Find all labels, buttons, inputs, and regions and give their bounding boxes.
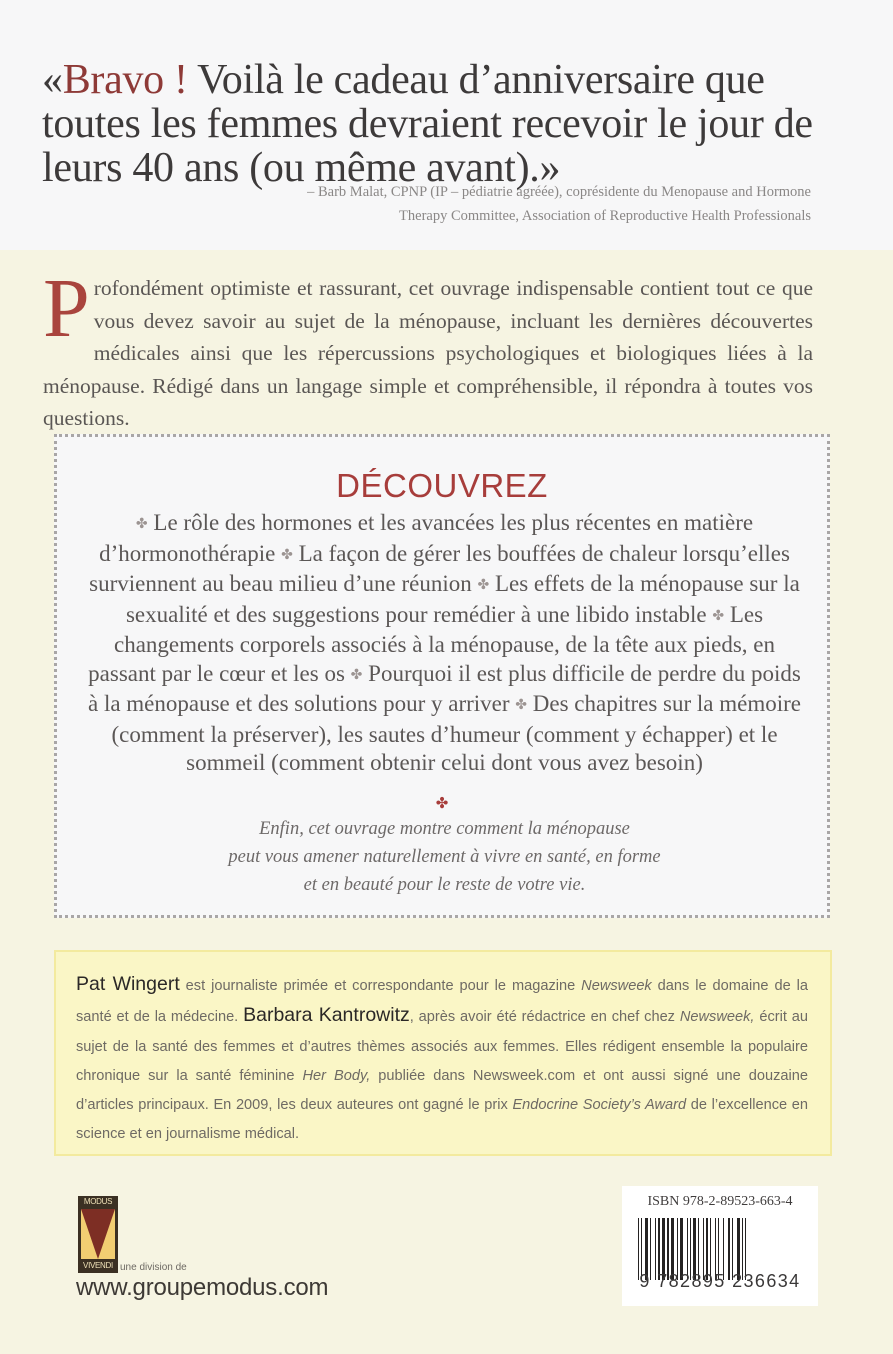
publication-name: Newsweek bbox=[581, 978, 652, 994]
attribution-line: Therapy Committee, Association of Reproductive Health Professionals bbox=[399, 208, 811, 224]
intro-paragraph bbox=[43, 262, 813, 435]
logo-v-mark bbox=[81, 1209, 115, 1259]
author-name: Barbara Kantrowitz bbox=[243, 1004, 410, 1027]
isbn-label: ISBN 978-2-89523-663-4 bbox=[647, 1194, 793, 1209]
closing-line: et en beauté pour le reste de votre vie. bbox=[303, 875, 586, 895]
quote-section bbox=[0, 0, 893, 250]
list-item: Les changements corporels associés à la ménopause, de la tête aux pieds, en passant par le cœur et les os bbox=[88, 601, 775, 686]
list-item: Pourquoi il est plus difficile de perdre du poids à la ménopause et des solutions pour y arriver bbox=[87, 660, 801, 716]
quote-attribution bbox=[51, 180, 811, 228]
attribution-line: – Barb Malat, CPNP (IP – pédiatrie agréée), coprésidente du Menopause and Hormone bbox=[307, 184, 811, 200]
decouvrez-box bbox=[54, 434, 830, 918]
ornament-icon: ✤ bbox=[350, 667, 363, 683]
quote-emphasis: Bravo ! bbox=[62, 57, 188, 103]
division-label: une division de bbox=[120, 1262, 187, 1273]
closing-statement bbox=[97, 815, 792, 899]
bio-text: est journaliste primée et correspondante pour le magazine bbox=[179, 978, 582, 994]
list-item: Les effets de la ménopause sur la sexualité et des suggestions pour remédier à une libido instable bbox=[125, 571, 800, 627]
quote-text: Voilà le cadeau d’anniversaire que toutes les femmes devraient recevoir le jour de leurs 40 ans (ou même avant).» bbox=[42, 57, 813, 191]
logo-top-text: MODUS bbox=[83, 1197, 113, 1206]
intro-text: rofondément optimiste et rassurant, cet ouvrage indispensable contient tout ce que vous devez savoir au sujet de la ménopause, incluant les dernières découvertes médicales ainsi que les répercussions psychologiques et biologiques liées à la ménopause. Rédigé dans un langage simple et compréhensible, il répondra à toutes vos questions. bbox=[43, 276, 813, 430]
author-name: Pat Wingert bbox=[76, 973, 180, 995]
ornament-icon: ✤ bbox=[135, 517, 148, 532]
pull-quote bbox=[42, 58, 842, 190]
bio-text: écrit au sujet de la santé des femmes et d’autres thèmes associés aux femmes. Elles rédigent ensemble la populaire chronique sur la santé féminine bbox=[76, 1009, 808, 1084]
barcode-number: 9 782895 236634 bbox=[639, 1271, 801, 1291]
list-item: La façon de gérer les bouffées de chaleur lorsqu’elles surviennent au beau milieu d’une réunion bbox=[89, 540, 790, 596]
logo-bottom-text: VIVENDI bbox=[83, 1261, 113, 1270]
ornament-icon: ✤ bbox=[515, 698, 528, 713]
bio-text: de l’excellence en science et en journalisme médical. bbox=[76, 1097, 808, 1143]
bio-text: dans le domaine de la santé et de la médecine. bbox=[76, 978, 808, 1026]
ornament-icon: ✤ bbox=[712, 608, 725, 624]
quote-open-mark: « bbox=[42, 57, 63, 103]
drop-cap: P bbox=[43, 262, 90, 355]
list-item: Des chapitres sur la mémoire (comment la préserver), les sautes d’humeur (comment y échapper) et le sommeil (comment obtenir celui dont vous avez besoin) bbox=[111, 691, 802, 775]
author-bio bbox=[54, 950, 832, 1156]
closing-line: Enfin, cet ouvrage montre comment la ménopause bbox=[259, 819, 630, 839]
publisher-url: www.groupemodus.com bbox=[76, 1274, 329, 1301]
award-name: Endocrine Society’s Award bbox=[512, 1097, 687, 1114]
logo-triangle-icon bbox=[81, 1209, 115, 1259]
bio-text: publiée dans Newsweek.com et ont aussi signé une douzaine d’articles principaux. En 2009, les deux auteures ont gagné le prix bbox=[76, 1067, 808, 1114]
barcode bbox=[622, 1186, 818, 1306]
feature-list bbox=[87, 509, 802, 778]
decouvrez-title: DÉCOUVREZ bbox=[336, 467, 548, 504]
closing-line: peut vous amener naturellement à vivre en santé, en forme bbox=[228, 847, 661, 867]
column-name: Her Body, bbox=[302, 1067, 371, 1084]
ornament-icon: ✤ bbox=[281, 547, 293, 563]
publisher-logo bbox=[78, 1196, 118, 1273]
list-item: Le rôle des hormones et les avancées les plus récentes en matière d’hormonothérapie bbox=[99, 510, 754, 566]
publication-name: Newsweek, bbox=[679, 1009, 755, 1026]
red-ornament-icon: ✤ bbox=[435, 796, 449, 812]
bio-text: , après avoir été rédactrice en chef chez bbox=[409, 1009, 680, 1026]
ornament-icon: ✤ bbox=[477, 578, 490, 593]
